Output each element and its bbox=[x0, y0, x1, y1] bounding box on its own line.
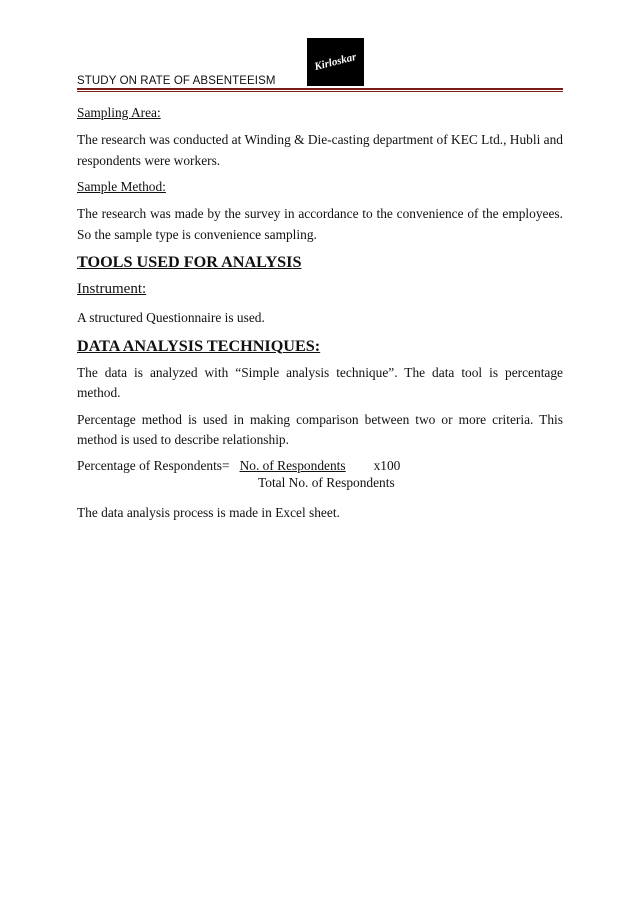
techniques-text-2: Percentage method is used in making comparison between two or more criteria. This method is used to describe relationship. bbox=[77, 411, 563, 447]
sampling-area-heading: Sampling Area: bbox=[77, 105, 161, 120]
header-rule-thin bbox=[77, 91, 563, 92]
page-header bbox=[77, 38, 563, 92]
sampling-area-text: The research was conducted at Winding & Die-casting department of KEC Ltd., Hubli and respondents were workers. bbox=[77, 132, 563, 168]
techniques-text-1: The data is analyzed with “Simple analysis technique”. The data tool is percentage method. bbox=[77, 364, 563, 400]
tools-heading: TOOLS USED FOR ANALYSIS bbox=[77, 253, 302, 271]
formula-numerator-text: No. of Respondents bbox=[239, 457, 346, 473]
formula-denominator: Total No. of Respondents bbox=[258, 474, 395, 490]
closing-text: The data analysis process is made in Excel sheet. bbox=[77, 504, 340, 520]
sample-method-text: The research was made by the survey in accordance to the convenience of the employees. So the sample type is convenience sampling. bbox=[77, 206, 563, 242]
instrument-heading: Instrument: bbox=[77, 281, 147, 297]
header-title: STUDY ON RATE OF ABSENTEEISM bbox=[77, 75, 276, 87]
techniques-heading: DATA ANALYSIS TECHNIQUES: bbox=[77, 336, 321, 355]
sample-method-heading: Sample Method: bbox=[77, 179, 166, 194]
formula-label: Percentage of Respondents= bbox=[77, 457, 230, 473]
instrument-text: A structured Questionnaire is used. bbox=[77, 310, 265, 325]
formula-numerator bbox=[230, 457, 374, 474]
percentage-formula bbox=[77, 457, 563, 493]
page-content bbox=[77, 103, 563, 529]
logo-text: Kirloskar bbox=[313, 51, 358, 73]
header-rule-thick bbox=[77, 88, 563, 90]
kirloskar-logo bbox=[307, 38, 364, 86]
formula-multiplier: x100 bbox=[373, 457, 401, 473]
